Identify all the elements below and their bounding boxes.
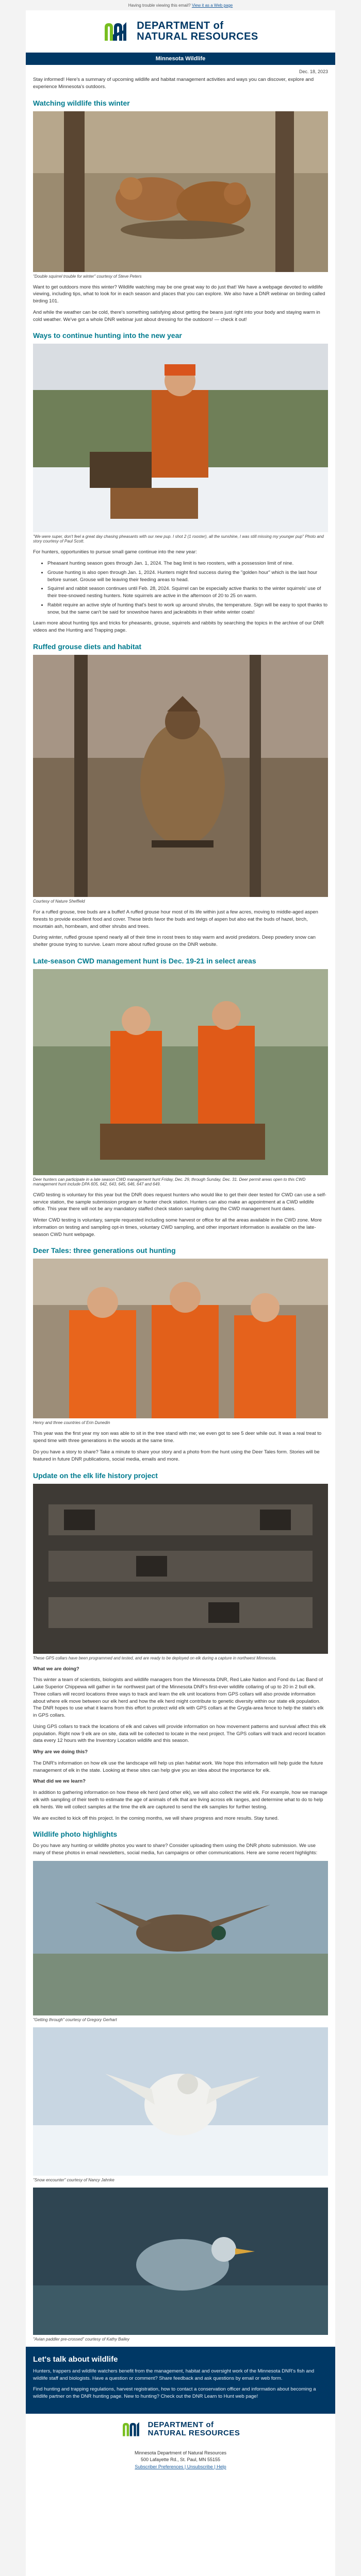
dnr-footer-logo-icon — [121, 2420, 144, 2438]
cwd-caption: Deer hunters can participate in a late season CWD management hunt Friday, Dec. 29, through Sunday, Dec. 31. Deer permit areas open to this CWD management hunt include DPA 605, 642, 643, 645, 646, 647 and 649. — [33, 1177, 306, 1187]
tales-heading: Deer Tales: three generations out hunting — [33, 1246, 176, 1255]
highlight-photo-1[interactable] — [33, 1861, 328, 2015]
address-block — [26, 2445, 335, 2476]
winter-paragraph-2: And while the weather can be cold, there's something satisfying about getting the beans just right into your body and staying warm in cold weather. We've got a whole DNR webinar just about dressing for the outdoors! — check it out! — [33, 309, 320, 323]
email-body — [26, 10, 335, 2576]
web-view-link[interactable]: View it as a Web page — [191, 3, 233, 8]
hunting-lead: For hunters, opportunities to pursue small game continue into the new year: — [33, 549, 197, 555]
squirrels-image-icon — [33, 111, 328, 272]
lets-talk-footer — [26, 2347, 335, 2414]
footer-logo — [26, 2414, 335, 2445]
footer-paragraph-2: Find hunting and trapping regulations, harvest registration, how to contact a conservation officer and information about becoming a wildlife partner on the DNR hunting page. New to hunting? Check out the DNR Learn to Hunt web page! — [33, 2386, 316, 2400]
grouse-caption: Courtesy of Nature Sheffield — [33, 899, 85, 904]
highlight-photo-3[interactable] — [33, 2188, 328, 2335]
footer-logo-sub: NATURAL RESOURCES — [147, 2428, 240, 2437]
winter-paragraph-1: Want to get outdoors more this winter? Wildlife watching may be one great way to do just that! We have a webpage devoted to wildlife viewing, including tips, what to look for in each season and places that you can explore. We also have a DNR webinar on birding called birding 101. — [33, 284, 325, 304]
grouse-photo[interactable] — [33, 655, 328, 897]
cwd-heading: Late-season CWD management hunt is Dec. 19-21 in select areas — [33, 956, 256, 965]
winter-heading: Watching wildlife this winter — [33, 98, 130, 107]
elk-q3: What did we we learn? — [33, 1778, 86, 1785]
elk-caption: These GPS collars have been programmed and tested, and are ready to be deployed on elk during a capture in northwest Minnesota. — [33, 1655, 277, 1660]
hunter-image-icon — [33, 344, 328, 532]
elk-paragraph-1: This winter a team of scientists, biologists and wildlife managers from the Minnesota DNR, Red Lake Nation and Fond du Lac Band of Lake Superior Chippewa will gather in far northwest part of the Minnesota DNR's first-ever wildlife collaring of up to 20 in 2 bull elk. Three collars will record locations three ways to track and learn the elk unit locations from GPS collars will also provide information about where elk move between our elk herd and how the elk herd might contribute to genetic diversity within our state elk population. The DNR hopes to use what it learns from this effort to protect wild elk with GPS collars at the Grygla-area fence to help the state's elk in GPS collars. — [33, 1677, 324, 1719]
tales-paragraph-1: This year was the first year my son was able to sit in the tree stand with me; we even got to see 5 deer while out. It was a real treat to spend time with three generations in the woods at the same time. — [33, 1431, 322, 1444]
duck-flight-image-icon — [33, 1861, 328, 2015]
grouse-image-icon — [33, 655, 328, 897]
footer-title: Let's talk about wildlife — [33, 2354, 118, 2364]
snow-owl-image-icon — [33, 2027, 328, 2176]
highlight-caption-2: "Snow encounter" courtesy of Nancy Jahnke — [33, 2177, 114, 2182]
photos-heading: Wildlife photo highlights — [33, 1830, 118, 1839]
cwd-paragraph-2: Winter CWD testing is voluntary, sample requested including some harvest or office for all the areas available in the CWD zone. More information on testing and sampling opt-in times, voluntary CWD sampling, and other important information is available on the late-season CWD hunt webpage. — [33, 1217, 322, 1238]
gps-collars-photo[interactable] — [33, 1484, 328, 1654]
address-line-1: Minnesota Department of Natural Resources — [134, 2450, 227, 2455]
highlight-photo-2[interactable] — [33, 2027, 328, 2176]
intro-text: Stay informed! Here's a summary of upcoming wildlife and habitat management activities and ways you can discover, explore and experience Minnesota's outdoors. — [33, 77, 314, 90]
deer-tales-photo[interactable] — [33, 1259, 328, 1418]
logo-natural-resources: NATURAL RESOURCES — [137, 31, 258, 42]
three-generations-image-icon — [33, 1259, 328, 1418]
hunting-after: Learn more about hunting tips and tricks for pheasants, grouse, squirrels and rabbits by searching the topics in the archive of our DNR videos and the Hunting and Trapping page. — [33, 620, 324, 634]
grouse-paragraph-2: During winter, ruffed grouse spend nearly all of their time in roost trees to stay warm and avoid predators. Deep powdery snow can shelter grouse trying to survive. Learn more about ruffed grouse on the DNR website. — [33, 935, 316, 948]
issue-date: Dec. 18, 2023 — [299, 69, 328, 74]
tales-paragraph-2: Do you have a story to share? Take a minute to share your story and a photo from the hunt using the Deer Tales form. Stories will be featured in future DNR publications, social media, emails and more. — [33, 1449, 320, 1462]
elk-q2: Why are we doing this? — [33, 1749, 88, 1755]
footer-logo-text — [148, 2421, 240, 2437]
elk-paragraph-4: In addition to gathering information on how these elk herd (and other elk), we will also collect the wild elk. For example, how we manage elk with sampling of their teeth to estimate the age of animals of elk that are living across elk ranges, and determine what to do to help elk herds. We will collect samples at the time the elk are captured to send the elk samples for further testing. — [33, 1790, 327, 1810]
hunting-heading: Ways to continue hunting into the new year — [33, 331, 182, 340]
topline-text: Having trouble viewing this email? — [128, 3, 191, 8]
hunting-list-item: • Grouse hunting is also open through Jan. 1, 2024. Hunters might find success during the "golden hour" which is the last hour before sunset. Grouse will be leaving their feeding areas to head. — [47, 569, 328, 584]
address-line-2: 500 Lafayette Rd., St. Paul, MN 55155 — [140, 2457, 221, 2463]
photos-intro: Do you have any hunting or wildlife photos you want to share? Consider uploading them using the DNR photo submission. We use many of these photos in email newsletters, social media, fun campaigns or other communications. Here are some recent highlights: — [33, 1843, 318, 1856]
topline-bar — [0, 0, 361, 10]
highlight-caption-3: "Avian paddler pre-crossed" courtesy of Kathy Bailey — [33, 2336, 129, 2342]
elk-heading: Update on the elk life history project — [33, 1471, 158, 1480]
footer-paragraph-1: Hunters, trappers and wildlife watchers benefit from the management, habitat and oversight work of the Minnesota DNR's fish and wildlife staff and biologists. Have a question or comment? Share feedback and ask questions by email or web form. — [33, 2368, 315, 2381]
gps-collars-image-icon — [33, 1484, 328, 1654]
cwd-paragraph-1: CWD testing is voluntary for this year but the DNR does request hunters who would like to get their deer tested for CWD can use a self-service station, the sample submission program or hunter check station. Hunters can also make an appointment at a CWD wildlife office. This year there will not be any mandatory staffed check station sampling during the CWD management hunt dates. — [33, 1192, 326, 1212]
elk-paragraph-5: We are excited to kick off this project. In the coming months, we will share progress and more results. Stay tuned. — [33, 1815, 279, 1821]
winter-caption: "Double squirrel trouble for winter" courtesy of Steve Peters — [33, 274, 142, 279]
dnr-logo-text — [137, 21, 258, 42]
cwd-hunters-photo[interactable] — [33, 969, 328, 1175]
elk-paragraph-2: Using GPS collars to track the locations of elk and calves will provide information on how movement patterns and survival affect this elk population. Right now 9 elk are on site, data will be collected to locate in the next project. The GPS collars will track and record location data every 12 hours with the Inventory Location wildlife and this season. — [33, 1723, 326, 1744]
grouse-heading: Ruffed grouse diets and habitat — [33, 642, 142, 651]
footer-logo-dept: DEPARTMENT of — [147, 2420, 214, 2430]
pheasant-hunter-photo[interactable] — [33, 344, 328, 532]
grouse-paragraph-1: For a ruffed grouse, tree buds are a buffet! A ruffed grouse hour most of its life within just a few acres, moving to middle-aged aspen forests to provide excellent food and cover. These birds favor the buds and twigs of aspen but also eat the buds of hazel, birch, mountain ash, hornbeam, and other shrubs and trees. — [33, 909, 318, 929]
tales-caption: Henry and three countries of Erin Dunedin — [33, 1420, 110, 1426]
bird-image-icon — [33, 2188, 328, 2335]
hunting-list-item: • Rabbit require an active style of hunting that's best to work up around shrubs, the temperature. Sign will be easy to spot thanks to snow, but the same can't be said for snowshoe hares and jackrabbits in their white winter coats! — [47, 602, 328, 616]
newsletter-title-bar: Minnesota Wildlife — [26, 53, 335, 65]
hunting-caption: "We were super, don't feel a great day chasing pheasants with our new pup. I shot 2 (1 rooster), all the sunshine, I was still missing my younger pup" Photo and story courtesy of Paul Scott. — [33, 534, 324, 544]
squirrel-photo[interactable] — [33, 111, 328, 272]
hunting-list-item: • Squirrel and rabbit season continues until Feb. 28, 2024. Squirrel can be especially active thanks to the winter squirrels' use of their tree-snowed nesting hunters. Note squirrels are active in the afternoon of 20 to 25 on warm. — [47, 585, 328, 600]
elk-q1: What we are doing? — [33, 1666, 79, 1672]
main-content — [26, 76, 335, 2342]
deer-hunters-image-icon — [33, 969, 328, 1175]
dnr-logo-icon — [103, 20, 133, 43]
hunting-list-item: • Pheasant hunting season goes through Jan. 1, 2024. The bag limit is two roosters, with a possession limit of nine. — [47, 560, 328, 567]
dnr-header — [26, 10, 335, 53]
subscriber-links[interactable]: Subscriber Preferences | Unsubscribe | Help — [135, 2464, 226, 2469]
elk-paragraph-3: The DNR's information on how elk use the landscape will help us plan habitat work. We hope this information will help guide the future management of elk in the state. Looking at these sites can help give you an idea about the importance for elk. — [33, 1760, 323, 1773]
hunting-list — [33, 560, 328, 616]
highlight-caption-1: "Getting through" courtesy of Gregory Gerhart — [33, 2017, 117, 2022]
logo-department: DEPARTMENT of — [137, 20, 224, 31]
